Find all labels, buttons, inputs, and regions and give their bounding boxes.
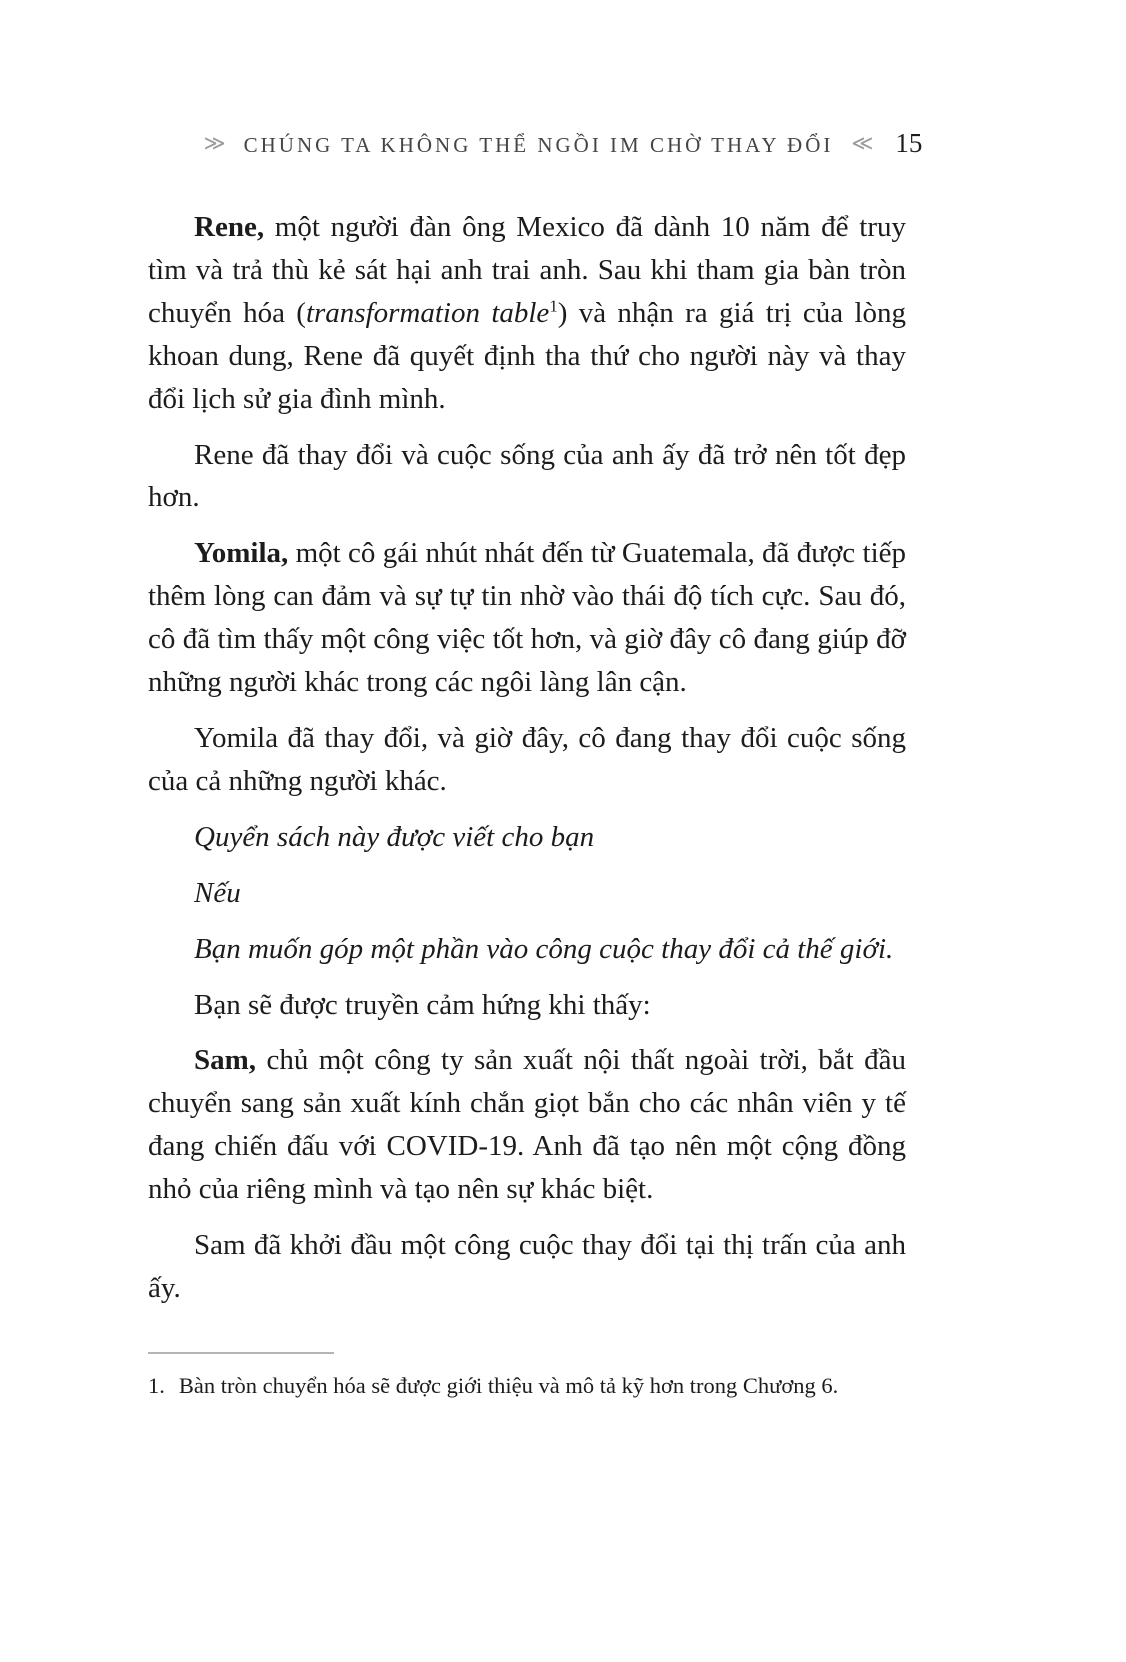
- footnote-reference: 1: [549, 296, 558, 316]
- text-segment: Bạn muốn góp một phần vào công cuộc thay đổi cả thế giới.: [194, 932, 894, 965]
- paragraph: [148, 928, 906, 971]
- paragraph: [148, 816, 906, 859]
- paragraph: [148, 532, 906, 704]
- chevrons-left-ornament: ≫: [203, 131, 226, 155]
- paragraph: [148, 1039, 906, 1211]
- text-segment: transformation table: [305, 296, 550, 329]
- text-segment: Sam,: [194, 1044, 257, 1077]
- text-segment: Sam đã khởi đầu một công cuộc thay đổi tại thị trấn của anh ấy.: [148, 1229, 906, 1304]
- running-head: [0, 128, 1126, 159]
- paragraph: [148, 1224, 906, 1310]
- text-segment: Nếu: [194, 876, 241, 909]
- footnote-divider: [148, 1352, 334, 1354]
- running-head-title: CHÚNG TA KHÔNG THỂ NGỒI IM CHỜ THAY ĐỔI: [243, 133, 834, 157]
- text-segment: Rene đã thay đổi và cuộc sống của anh ấy đã trở nên tốt đẹp hơn.: [148, 438, 906, 514]
- text-segment: Yomila đã thay đổi, và giờ đây, cô đang thay đổi cuộc sống của cả những người khác.: [148, 721, 906, 797]
- text-segment: chủ một công ty sản xuất nội thất ngoài trời, bắt đầu chuyển sang sản xuất kính chắn giọt bắn cho các nhân viên y tế đang chiến đấu với COVID-19. Anh đã tạo nên một cộng đồng nhỏ của riêng mình và tạo nên sự khác biệt.: [148, 1044, 906, 1206]
- text-segment: một cô gái nhút nhát đến từ Guatemala, đã được tiếp thêm lòng can đảm và sự tự tin nhờ vào thái độ tích cực. Sau đó, cô đã tìm thấy một công việc tốt hơn, và giờ đây cô đang giúp đỡ những người khác trong các ngôi làng lân cận.: [148, 537, 906, 699]
- paragraph: [148, 872, 906, 915]
- text-segment: Rene,: [194, 211, 265, 243]
- text-segment: một người đàn ông Mexico đã dành 10 năm để truy tìm và trả thù kẻ sát hại anh trai anh. Sau khi tham gia bàn tròn chuyển hóa (: [148, 211, 906, 329]
- footnote-body: Bàn tròn chuyển hóa sẽ được giới thiệu và mô tả kỹ hơn trong Chương 6.: [178, 1373, 839, 1398]
- footnote-area: [148, 1352, 906, 1403]
- footnote-marker: 1.: [148, 1373, 165, 1398]
- page-number: 15: [895, 128, 923, 158]
- text-segment: Yomila,: [194, 537, 289, 570]
- text-segment: ) và nhận ra giá trị của lòng khoan dung, Rene đã quyết định tha thứ cho người này và thay đổi lịch sử gia đình mình.: [148, 296, 906, 415]
- body-paragraphs: [148, 206, 906, 1323]
- chevrons-right-ornament: ≪: [851, 131, 874, 155]
- paragraph: [148, 984, 906, 1027]
- footnote: [148, 1370, 906, 1403]
- text-segment: Bạn sẽ được truyền cảm hứng khi thấy:: [194, 988, 651, 1021]
- paragraph: [148, 434, 906, 520]
- text-segment: Quyển sách này được viết cho bạn: [194, 820, 595, 853]
- paragraph: [148, 206, 906, 421]
- paragraph: [148, 717, 906, 803]
